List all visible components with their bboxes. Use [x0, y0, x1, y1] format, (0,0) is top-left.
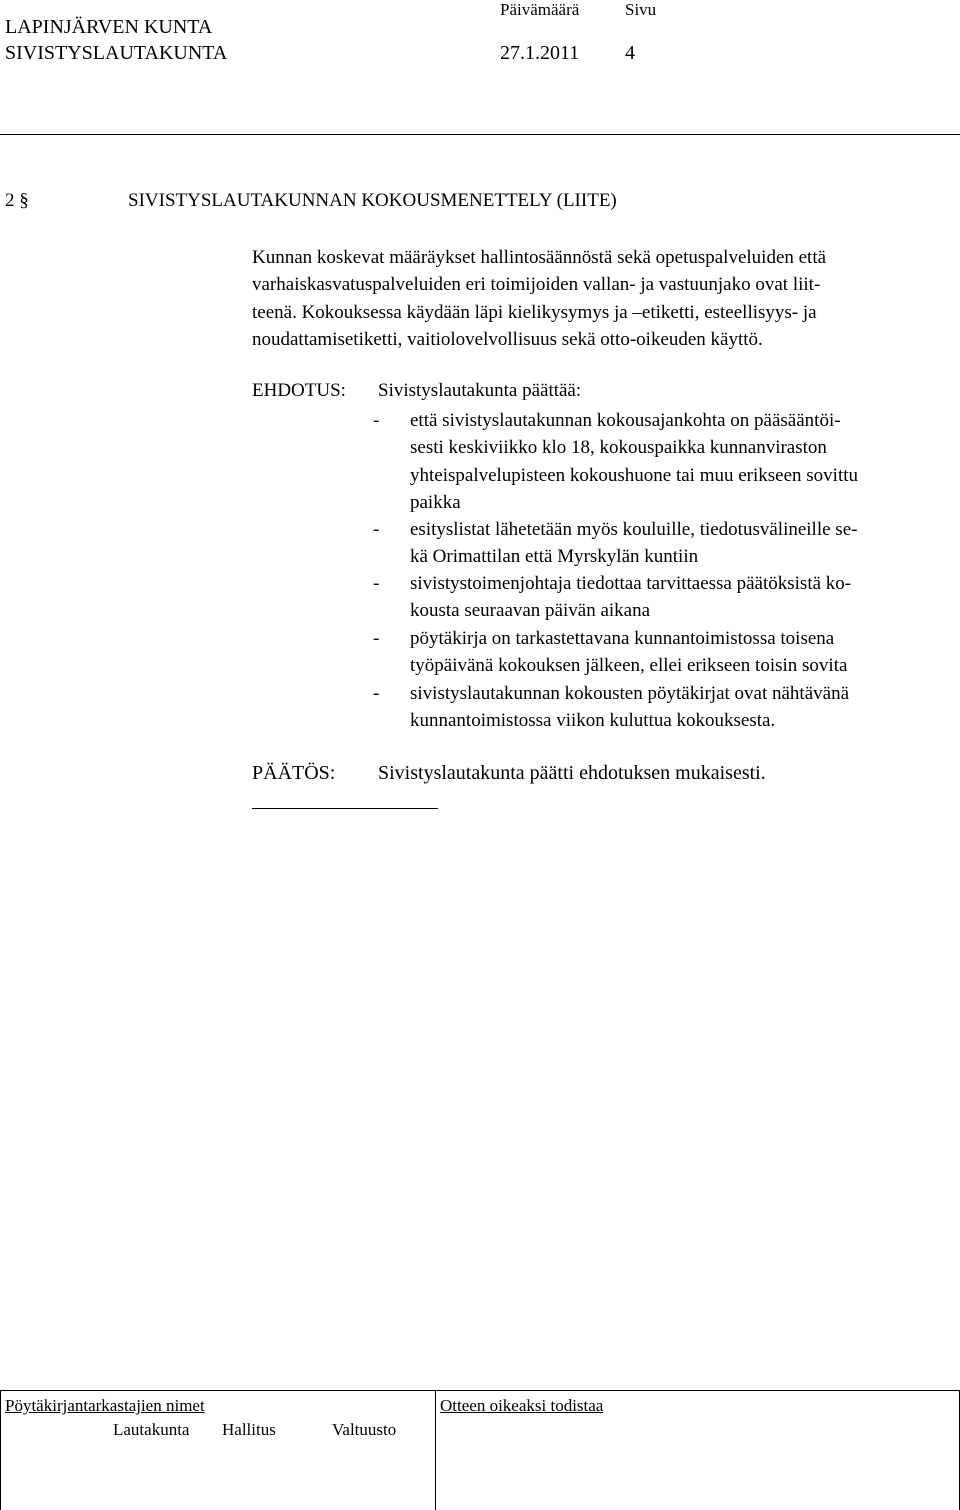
- proposal-item-line: sivistyslautakunnan kokousten pöytäkirjat ovat nähtävänä: [410, 683, 850, 704]
- proposal-item-line: paikka: [410, 491, 461, 513]
- proposal-item-line: kousta seuraavan päivän aikana: [410, 600, 651, 622]
- intro-line: varhaiskasvatuspalveluiden eri toimijoiden vallan- ja vastuunjako ovat liit-: [252, 274, 821, 296]
- intro-line: noudattamisetiketti, vaitiolovelvollisuus sekä otto-oikeuden käyttö.: [252, 328, 763, 350]
- decision-label: PÄÄTÖS:: [252, 762, 336, 784]
- list-dash: -: [373, 683, 380, 704]
- proposal-item-line: sivistystoimenjohtaja tiedottaa tarvittaessa päätöksistä ko-: [410, 573, 852, 594]
- page-label: Sivu: [625, 0, 657, 19]
- footer-box-divider: [435, 1390, 437, 1510]
- list-dash: -: [373, 519, 380, 540]
- proposal-label: EHDOTUS:: [252, 380, 346, 401]
- date-label: Päivämäärä: [500, 0, 580, 19]
- department-name: SIVISTYSLAUTAKUNTA: [5, 42, 228, 64]
- date-value: 27.1.2011: [500, 42, 580, 64]
- proposal-item-line: yhteispalvelupisteen kokoushuone tai muu erikseen sovittu: [410, 464, 859, 486]
- footer-box-left: [0, 1390, 2, 1510]
- certified-label: Otteen oikeaksi todistaa: [440, 1396, 604, 1415]
- list-dash: -: [373, 410, 380, 431]
- section-number: 2 §: [5, 190, 29, 211]
- decision-text: Sivistyslautakunta päätti ehdotuksen mukaisesti.: [378, 762, 766, 784]
- page-value: 4: [625, 42, 635, 64]
- proposal-item-line: että sivistyslautakunnan kokousajankohta on pääsääntöi-: [410, 410, 841, 431]
- body-hallitus: Hallitus: [222, 1420, 276, 1439]
- body-valtuusto: Valtuusto: [332, 1420, 397, 1439]
- header-divider: [0, 134, 960, 135]
- intro-paragraph: [252, 244, 952, 353]
- proposal-item-line: pöytäkirja on tarkastettavana kunnantoimistossa toisena: [410, 628, 835, 649]
- signature-divider: [252, 808, 438, 809]
- footer-divider: [0, 1390, 960, 1391]
- proposal-item-line: kunnantoimistossa viikon kuluttua kokouksesta.: [410, 710, 776, 732]
- proposal-item-line: kä Orimattilan että Myrskylän kuntiin: [410, 546, 699, 568]
- organization-name: LAPINJÄRVEN KUNTA: [5, 16, 213, 38]
- section-title: SIVISTYSLAUTAKUNNAN KOKOUSMENETTELY (LIITE): [128, 190, 617, 211]
- proposal-item-line: työpäivänä kokouksen jälkeen, ellei erikseen toisin sovita: [410, 655, 848, 677]
- proposal-lead: Sivistyslautakunta päättää:: [378, 380, 582, 401]
- intro-line: teenä. Kokouksessa käydään läpi kielikysymys ja –etiketti, esteellisyys- ja: [252, 301, 817, 323]
- body-lautakunta: Lautakunta: [113, 1420, 190, 1439]
- list-dash: -: [373, 573, 380, 594]
- proposal-item-line: sesti keskiviikko klo 18, kokouspaikka kunnanviraston: [410, 437, 827, 459]
- proposal-item-line: esityslistat lähetetään myös kouluille, tiedotusvälineille se-: [410, 519, 858, 540]
- list-dash: -: [373, 628, 380, 649]
- intro-line: Kunnan koskevat määräykset hallintosäännöstä sekä opetuspalveluiden että: [252, 247, 827, 268]
- checkers-label: Pöytäkirjantarkastajien nimet: [5, 1396, 205, 1415]
